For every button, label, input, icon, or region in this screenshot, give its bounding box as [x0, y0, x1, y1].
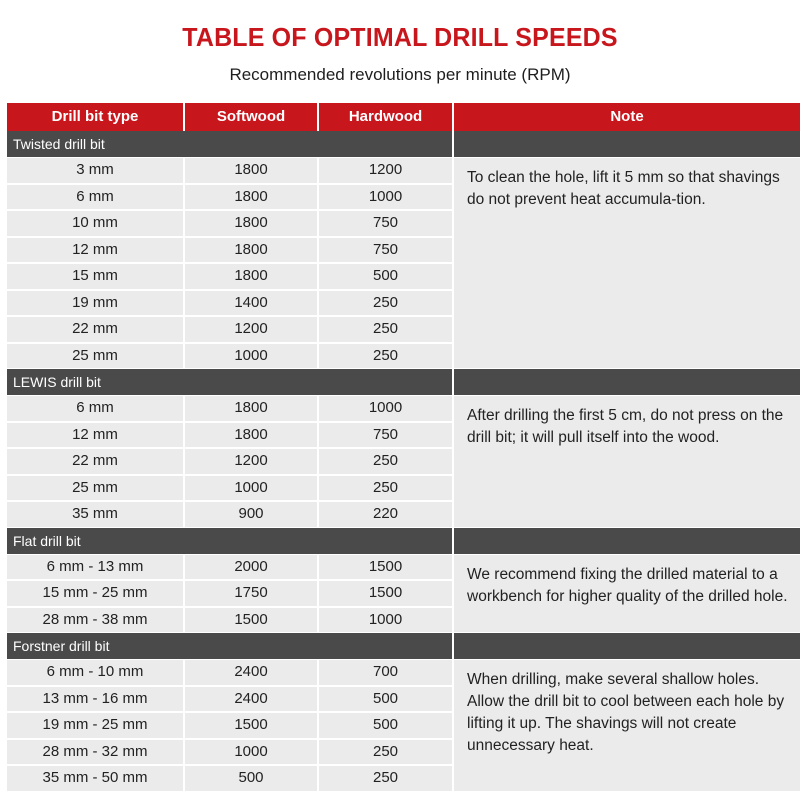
cell-bit-size: 25 mm — [7, 476, 183, 501]
page-title: TABLE OF OPTIMAL DRILL SPEEDS — [182, 22, 618, 52]
cell-bit-size: 19 mm - 25 mm — [7, 713, 183, 738]
cell-softwood-rpm: 1800 — [185, 211, 317, 236]
group-header-note-bar — [454, 369, 800, 395]
cell-softwood-rpm: 1800 — [185, 264, 317, 289]
group-note — [454, 555, 800, 633]
cell-softwood-rpm: 500 — [185, 766, 317, 791]
group-note-text: To clean the hole, lift it 5 mm so that shavings do not prevent heat accumula-tion. — [467, 169, 780, 208]
cell-bit-size: 12 mm — [7, 238, 183, 263]
cell-softwood-rpm: 1200 — [185, 449, 317, 474]
cell-bit-size: 15 mm - 25 mm — [7, 581, 183, 606]
drill-speed-table — [7, 103, 800, 792]
cell-softwood-rpm: 2400 — [185, 660, 317, 685]
cell-hardwood-rpm: 700 — [319, 660, 452, 685]
cell-hardwood-rpm: 220 — [319, 502, 452, 527]
drill-group — [7, 528, 800, 634]
group-note-text: When drilling, make several shallow holes. Allow the drill bit to cool between each hole by lifting it up. The shavings will not create unnecessary heat. — [467, 671, 785, 754]
drill-group — [7, 633, 800, 792]
cell-softwood-rpm: 1000 — [185, 740, 317, 765]
cell-bit-size: 6 mm - 10 mm — [7, 660, 183, 685]
cell-bit-size: 28 mm - 38 mm — [7, 608, 183, 633]
cell-softwood-rpm: 1800 — [185, 158, 317, 183]
cell-softwood-rpm: 900 — [185, 502, 317, 527]
cell-bit-size: 6 mm — [7, 396, 183, 421]
cell-softwood-rpm: 2400 — [185, 687, 317, 712]
cell-bit-size: 22 mm — [7, 449, 183, 474]
cell-bit-size: 19 mm — [7, 291, 183, 316]
cell-bit-size: 35 mm — [7, 502, 183, 527]
cell-bit-size: 3 mm — [7, 158, 183, 183]
cell-hardwood-rpm: 250 — [319, 317, 452, 342]
group-note — [454, 660, 800, 791]
cell-softwood-rpm: 1400 — [185, 291, 317, 316]
cell-softwood-rpm: 1800 — [185, 185, 317, 210]
group-header-row — [7, 131, 800, 157]
cell-hardwood-rpm: 1500 — [319, 581, 452, 606]
group-header-row — [7, 369, 800, 395]
cell-softwood-rpm: 2000 — [185, 555, 317, 580]
cell-softwood-rpm: 1500 — [185, 608, 317, 633]
cell-bit-size: 35 mm - 50 mm — [7, 766, 183, 791]
cell-bit-size: 6 mm — [7, 185, 183, 210]
cell-bit-size: 6 mm - 13 mm — [7, 555, 183, 580]
header-note: Note — [454, 103, 800, 131]
cell-bit-size: 13 mm - 16 mm — [7, 687, 183, 712]
cell-hardwood-rpm: 250 — [319, 449, 452, 474]
drill-group — [7, 131, 800, 369]
cell-hardwood-rpm: 750 — [319, 211, 452, 236]
cell-bit-size: 28 mm - 32 mm — [7, 740, 183, 765]
cell-hardwood-rpm: 250 — [319, 344, 452, 369]
cell-hardwood-rpm: 1000 — [319, 608, 452, 633]
cell-softwood-rpm: 1000 — [185, 476, 317, 501]
cell-bit-size: 22 mm — [7, 317, 183, 342]
cell-softwood-rpm: 1800 — [185, 396, 317, 421]
group-name: Forstner drill bit — [7, 633, 452, 659]
group-note — [454, 158, 800, 368]
group-header-note-bar — [454, 633, 800, 659]
cell-bit-size: 10 mm — [7, 211, 183, 236]
cell-softwood-rpm: 1800 — [185, 238, 317, 263]
cell-hardwood-rpm: 500 — [319, 264, 452, 289]
cell-softwood-rpm: 1800 — [185, 423, 317, 448]
cell-hardwood-rpm: 500 — [319, 687, 452, 712]
group-name: Twisted drill bit — [7, 131, 452, 157]
cell-bit-size: 25 mm — [7, 344, 183, 369]
group-note-text: We recommend fixing the drilled material to a workbench for higher quality of the drilled hole. — [467, 565, 788, 605]
cell-bit-size: 15 mm — [7, 264, 183, 289]
group-note — [454, 396, 800, 527]
group-header-note-bar — [454, 131, 800, 157]
group-note-text: After drilling the first 5 cm, do not press on the drill bit; it will pull itself into the wood. — [467, 407, 784, 446]
table-header-row — [7, 103, 800, 131]
header-softwood: Softwood — [185, 103, 317, 131]
group-header-note-bar — [454, 528, 800, 554]
cell-hardwood-rpm: 1200 — [319, 158, 452, 183]
page-subtitle: Recommended revolutions per minute (RPM) — [229, 65, 571, 84]
header-drill-bit-type: Drill bit type — [7, 103, 183, 131]
cell-softwood-rpm: 1750 — [185, 581, 317, 606]
cell-softwood-rpm: 1500 — [185, 713, 317, 738]
cell-hardwood-rpm: 500 — [319, 713, 452, 738]
cell-bit-size: 12 mm — [7, 423, 183, 448]
cell-softwood-rpm: 1000 — [185, 344, 317, 369]
cell-hardwood-rpm: 250 — [319, 476, 452, 501]
cell-hardwood-rpm: 750 — [319, 423, 452, 448]
group-header-row — [7, 528, 800, 554]
table-body — [7, 131, 800, 792]
cell-hardwood-rpm: 1000 — [319, 396, 452, 421]
cell-hardwood-rpm: 250 — [319, 740, 452, 765]
cell-hardwood-rpm: 250 — [319, 766, 452, 791]
drill-group — [7, 369, 800, 528]
cell-hardwood-rpm: 1500 — [319, 555, 452, 580]
cell-hardwood-rpm: 1000 — [319, 185, 452, 210]
cell-softwood-rpm: 1200 — [185, 317, 317, 342]
group-name: LEWIS drill bit — [7, 369, 452, 395]
group-name: Flat drill bit — [7, 528, 452, 554]
header-hardwood: Hardwood — [319, 103, 452, 131]
group-header-row — [7, 633, 800, 659]
cell-hardwood-rpm: 250 — [319, 291, 452, 316]
cell-hardwood-rpm: 750 — [319, 238, 452, 263]
